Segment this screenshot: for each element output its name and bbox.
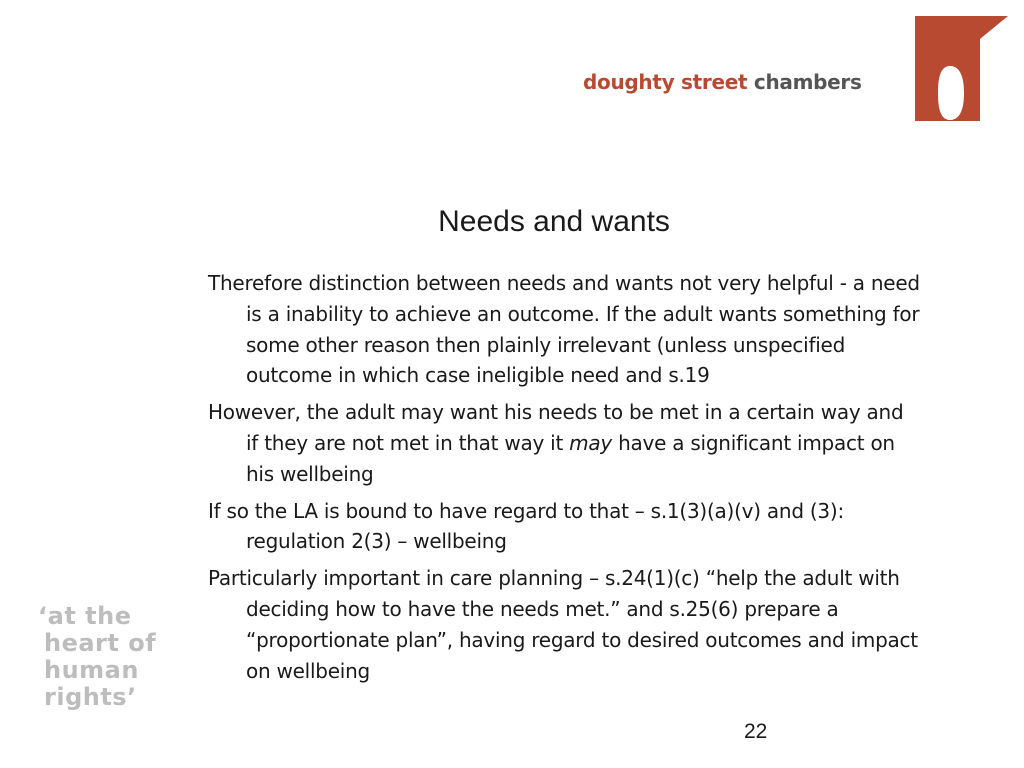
slide-body (208, 268, 920, 692)
paragraph-3: If so the LA is bound to have regard to that – s.1(3)(a)(v) and (3): regulation 2(3) – wellbeing (208, 498, 844, 554)
paragraph-2-after: have a significant impact on his wellbeing (246, 430, 895, 486)
brand-name-part1: doughty street (583, 70, 754, 94)
tagline-line-3: human (44, 656, 139, 684)
paragraph-2 (208, 397, 920, 489)
tagline-line-4: rights’ (44, 683, 137, 711)
paragraph-1: Therefore distinction between needs and wants not very helpful - a need is a inability to achieve an outcome. If the adult wants something for some other reason then plainly irrelevant (unless unspecified outcome in which case ineligible need and s.19 (208, 271, 920, 388)
paragraph-2-italic: may (569, 430, 612, 455)
tagline (38, 603, 156, 711)
d-letter-logo-icon (915, 16, 1008, 121)
tagline-line-1: ‘at the (38, 602, 132, 630)
slide-title: Needs and wants (438, 205, 670, 238)
brand-name-part2: chambers (753, 70, 862, 94)
tagline-line-2: heart of (44, 629, 157, 657)
brand-name (583, 70, 862, 94)
paragraph-2-before: However, the adult may want his needs to be met in a certain way and if they are not met in that way it (208, 400, 904, 455)
page-number: 22 (744, 720, 768, 743)
paragraph-4: Particularly important in care planning – s.24(1)(c) “help the adult with deciding how to have the needs met.” and s.25(6) prepare a “proportionate plan”, having regard to desired outcomes and impact on wellbeing (208, 566, 918, 683)
